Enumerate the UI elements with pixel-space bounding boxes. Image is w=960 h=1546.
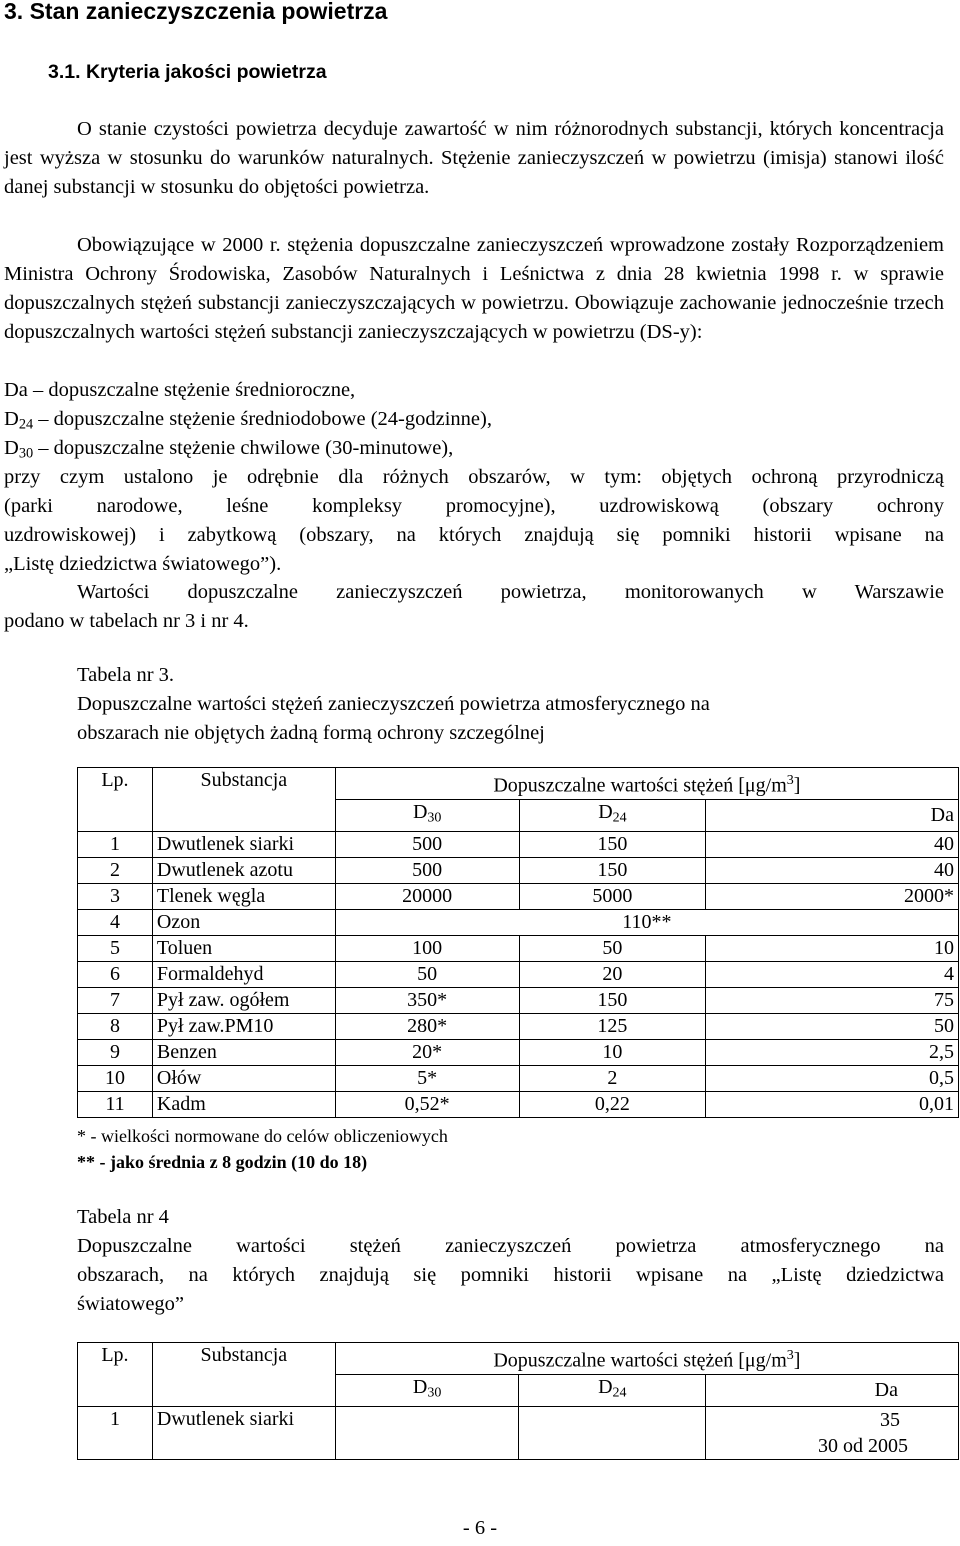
cell-d30: 100	[335, 935, 519, 961]
cell-d24: 2	[519, 1065, 706, 1091]
cell-d30: 20*	[335, 1039, 519, 1065]
table3-col-da: Da	[706, 800, 959, 832]
cell-lp: 4	[78, 909, 153, 935]
page-number: - 6 -	[462, 1517, 498, 1539]
cell-d24: 20	[519, 961, 706, 987]
cell-da: 4	[706, 961, 959, 987]
table4-cell-name: Dwutlenek siarki	[152, 1406, 335, 1459]
table4-row	[78, 1406, 959, 1459]
table3-caption-line-2: obszarach nie objętych żadną formą ochrony szczególnej	[77, 722, 545, 744]
cell-lp: 5	[78, 935, 153, 961]
table3-col-d30: $D_{30}$	[335, 800, 519, 832]
cell-substance: Benzen	[152, 1039, 335, 1065]
cell-substance: Toluen	[152, 935, 335, 961]
cell-d24: 150	[519, 857, 706, 883]
cell-da: 40	[706, 831, 959, 857]
table3-header-row	[78, 768, 959, 800]
table4-cell-da-line-1: 35	[880, 1408, 900, 1431]
cell-d30: 20000	[335, 883, 519, 909]
table4-caption-line-3: światowego”	[77, 1293, 185, 1315]
table-row	[78, 961, 959, 987]
definition-da-text: Da – dopuszczalne stężenie średnioroczne,	[4, 379, 356, 401]
cell-d30: 50	[335, 961, 519, 987]
table4-cell-d24	[519, 1406, 706, 1459]
cell-substance: Pył zaw. ogółem	[152, 987, 335, 1013]
table-row	[78, 1065, 959, 1091]
definition-d30: $D_{30}$ – dopuszczalne stężenie chwilowe (30-minutowe),	[4, 437, 454, 462]
table3-head-substance: Substancja	[152, 768, 335, 832]
table4-cell-da	[706, 1406, 959, 1459]
table-row	[78, 1039, 959, 1065]
table3-caption-line-1: Dopuszczalne wartości stężeń zanieczyszczeń powietrza atmosferycznego na	[77, 693, 710, 715]
table4-col-da: Da	[706, 1375, 959, 1407]
table4-cell-d30	[335, 1406, 519, 1459]
table3-col-d24: $D_{24}$	[519, 800, 706, 832]
table-row	[78, 883, 959, 909]
cell-substance: Dwutlenek azotu	[152, 857, 335, 883]
cell-lp: 10	[78, 1065, 153, 1091]
table4-caption-line-1: Dopuszczalne wartości stężeń zanieczyszczeń powietrza atmosferycznego na	[77, 1235, 944, 1257]
cell-d24: 150	[519, 987, 706, 1013]
cell-substance: Kadm	[152, 1091, 335, 1117]
cell-d30: 0,52*	[335, 1091, 519, 1117]
table3	[77, 767, 959, 1118]
cell-merged-value: 110**	[335, 909, 958, 935]
page-heading: 3. Stan zanieczyszczenia powietrza	[4, 0, 388, 24]
table-row	[78, 1013, 959, 1039]
paragraph-3-line-4: „Listę dziedzictwa światowego”).	[4, 553, 282, 575]
cell-lp: 9	[78, 1039, 153, 1065]
table4-head-values: Dopuszczalne wartości stężeń $[\mu g/m^3]$	[335, 1343, 958, 1375]
table-row	[78, 935, 959, 961]
cell-d24: 50	[519, 935, 706, 961]
paragraph-3-line-3: uzdrowiskowej) i zabytkową (obszary, na których znajdują się pomniki historii wpisane na	[4, 524, 944, 546]
paragraph-3-line-2: (parki narodowe, leśne kompleksy promocyjne), uzdrowiskową (obszary ochrony	[4, 495, 944, 517]
cell-substance: Dwutlenek siarki	[152, 831, 335, 857]
cell-da: 75	[706, 987, 959, 1013]
table-row	[78, 987, 959, 1013]
paragraph-1: O stanie czystości powietrza decyduje zawartość w nim różnorodnych substancji, których koncentracja jest wyższa w stosunku do warunków naturalnych. Stężenie zanieczyszczeń w powietrzu (imisja) stanowi ilość danej substancji w stosunku do objętości powietrza.	[4, 118, 944, 198]
cell-substance: Ozon	[152, 909, 335, 935]
cell-d30: 500	[335, 831, 519, 857]
table3-head-lp: Lp.	[78, 768, 153, 832]
section-subheading: 3.1. Kryteria jakości powietrza	[48, 61, 327, 83]
table4-caption-line-2: obszarach, na których znajdują się pomniki historii wpisane na „Listę dziedzictwa	[77, 1264, 944, 1286]
cell-da: 2000*	[706, 883, 959, 909]
table4-cell-da-line-2: 30 od 2005	[818, 1434, 908, 1457]
table-row	[78, 831, 959, 857]
cell-substance: Formaldehyd	[152, 961, 335, 987]
cell-d24: 150	[519, 831, 706, 857]
table4-head-lp: Lp.	[78, 1343, 153, 1407]
table3-head-values: Dopuszczalne wartości stężeń $[\mu g/m^3]$	[335, 768, 958, 800]
table-row	[78, 909, 959, 935]
cell-lp: 2	[78, 857, 153, 883]
table-row	[78, 857, 959, 883]
cell-d30: 280*	[335, 1013, 519, 1039]
cell-lp: 11	[78, 1091, 153, 1117]
cell-d24: 5000	[519, 883, 706, 909]
cell-substance: Pył zaw.PM10	[152, 1013, 335, 1039]
cell-d30: 350*	[335, 987, 519, 1013]
cell-da: 40	[706, 857, 959, 883]
cell-d24: 10	[519, 1039, 706, 1065]
paragraph-4-line-1: Wartości dopuszczalne zanieczyszczeń powietrza, monitorowanych w Warszawie	[77, 581, 944, 603]
paragraph-2: Obowiązujące w 2000 r. stężenia dopuszczalne zanieczyszczeń wprowadzone zostały Rozporządzeniem Ministra Ochrony Środowiska, Zasobów Naturalnych i Leśnictwa z dnia 28 kwietnia 1998 r. w sprawie dopuszczalnych stężeń substancji zanieczyszczających w powietrzu. Obowiązuje zachowanie jednocześnie trzech dopuszczalnych wartości stężeń substancji zanieczyszczających w powietrzu (DS-y):	[4, 234, 944, 343]
table3-label: Tabela nr 3.	[77, 664, 175, 686]
table4	[77, 1342, 959, 1460]
cell-da: 0,01	[706, 1091, 959, 1117]
cell-d24: 0,22	[519, 1091, 706, 1117]
footnote-2: ** - jako średnia z 8 godzin (10 do 18)	[77, 1152, 368, 1172]
cell-d30: 5*	[335, 1065, 519, 1091]
cell-da: 10	[706, 935, 959, 961]
table3-body	[78, 831, 959, 1117]
table4-head-substance: Substancja	[152, 1343, 335, 1407]
table4-header-row	[78, 1343, 959, 1375]
cell-substance: Ołów	[152, 1065, 335, 1091]
paragraph-3-line-1: przy czym ustalono je odrębnie dla różnych obszarów, w tym: objętych ochroną przyrodniczą	[4, 466, 944, 488]
table4-col-d30: $D_{30}$	[335, 1375, 519, 1407]
table4-cell-lp: 1	[78, 1406, 153, 1459]
cell-lp: 7	[78, 987, 153, 1013]
cell-lp: 1	[78, 831, 153, 857]
table-row	[78, 1091, 959, 1117]
cell-d30: 500	[335, 857, 519, 883]
cell-lp: 3	[78, 883, 153, 909]
table4-col-d24: $D_{24}$	[519, 1375, 706, 1407]
definition-d24: $D_{24}$ – dopuszczalne stężenie średniodobowe (24-godzinne),	[4, 408, 492, 433]
cell-substance: Tlenek węgla	[152, 883, 335, 909]
cell-lp: 6	[78, 961, 153, 987]
paragraph-4-line-2: podano w tabelach nr 3 i nr 4.	[4, 610, 249, 632]
cell-da: 2,5	[706, 1039, 959, 1065]
footnote-1: * - wielkości normowane do celów obliczeniowych	[77, 1126, 448, 1146]
table4-label: Tabela nr 4	[77, 1206, 169, 1228]
cell-lp: 8	[78, 1013, 153, 1039]
cell-da: 0,5	[706, 1065, 959, 1091]
cell-d24: 125	[519, 1013, 706, 1039]
definition-da	[4, 376, 355, 405]
cell-da: 50	[706, 1013, 959, 1039]
